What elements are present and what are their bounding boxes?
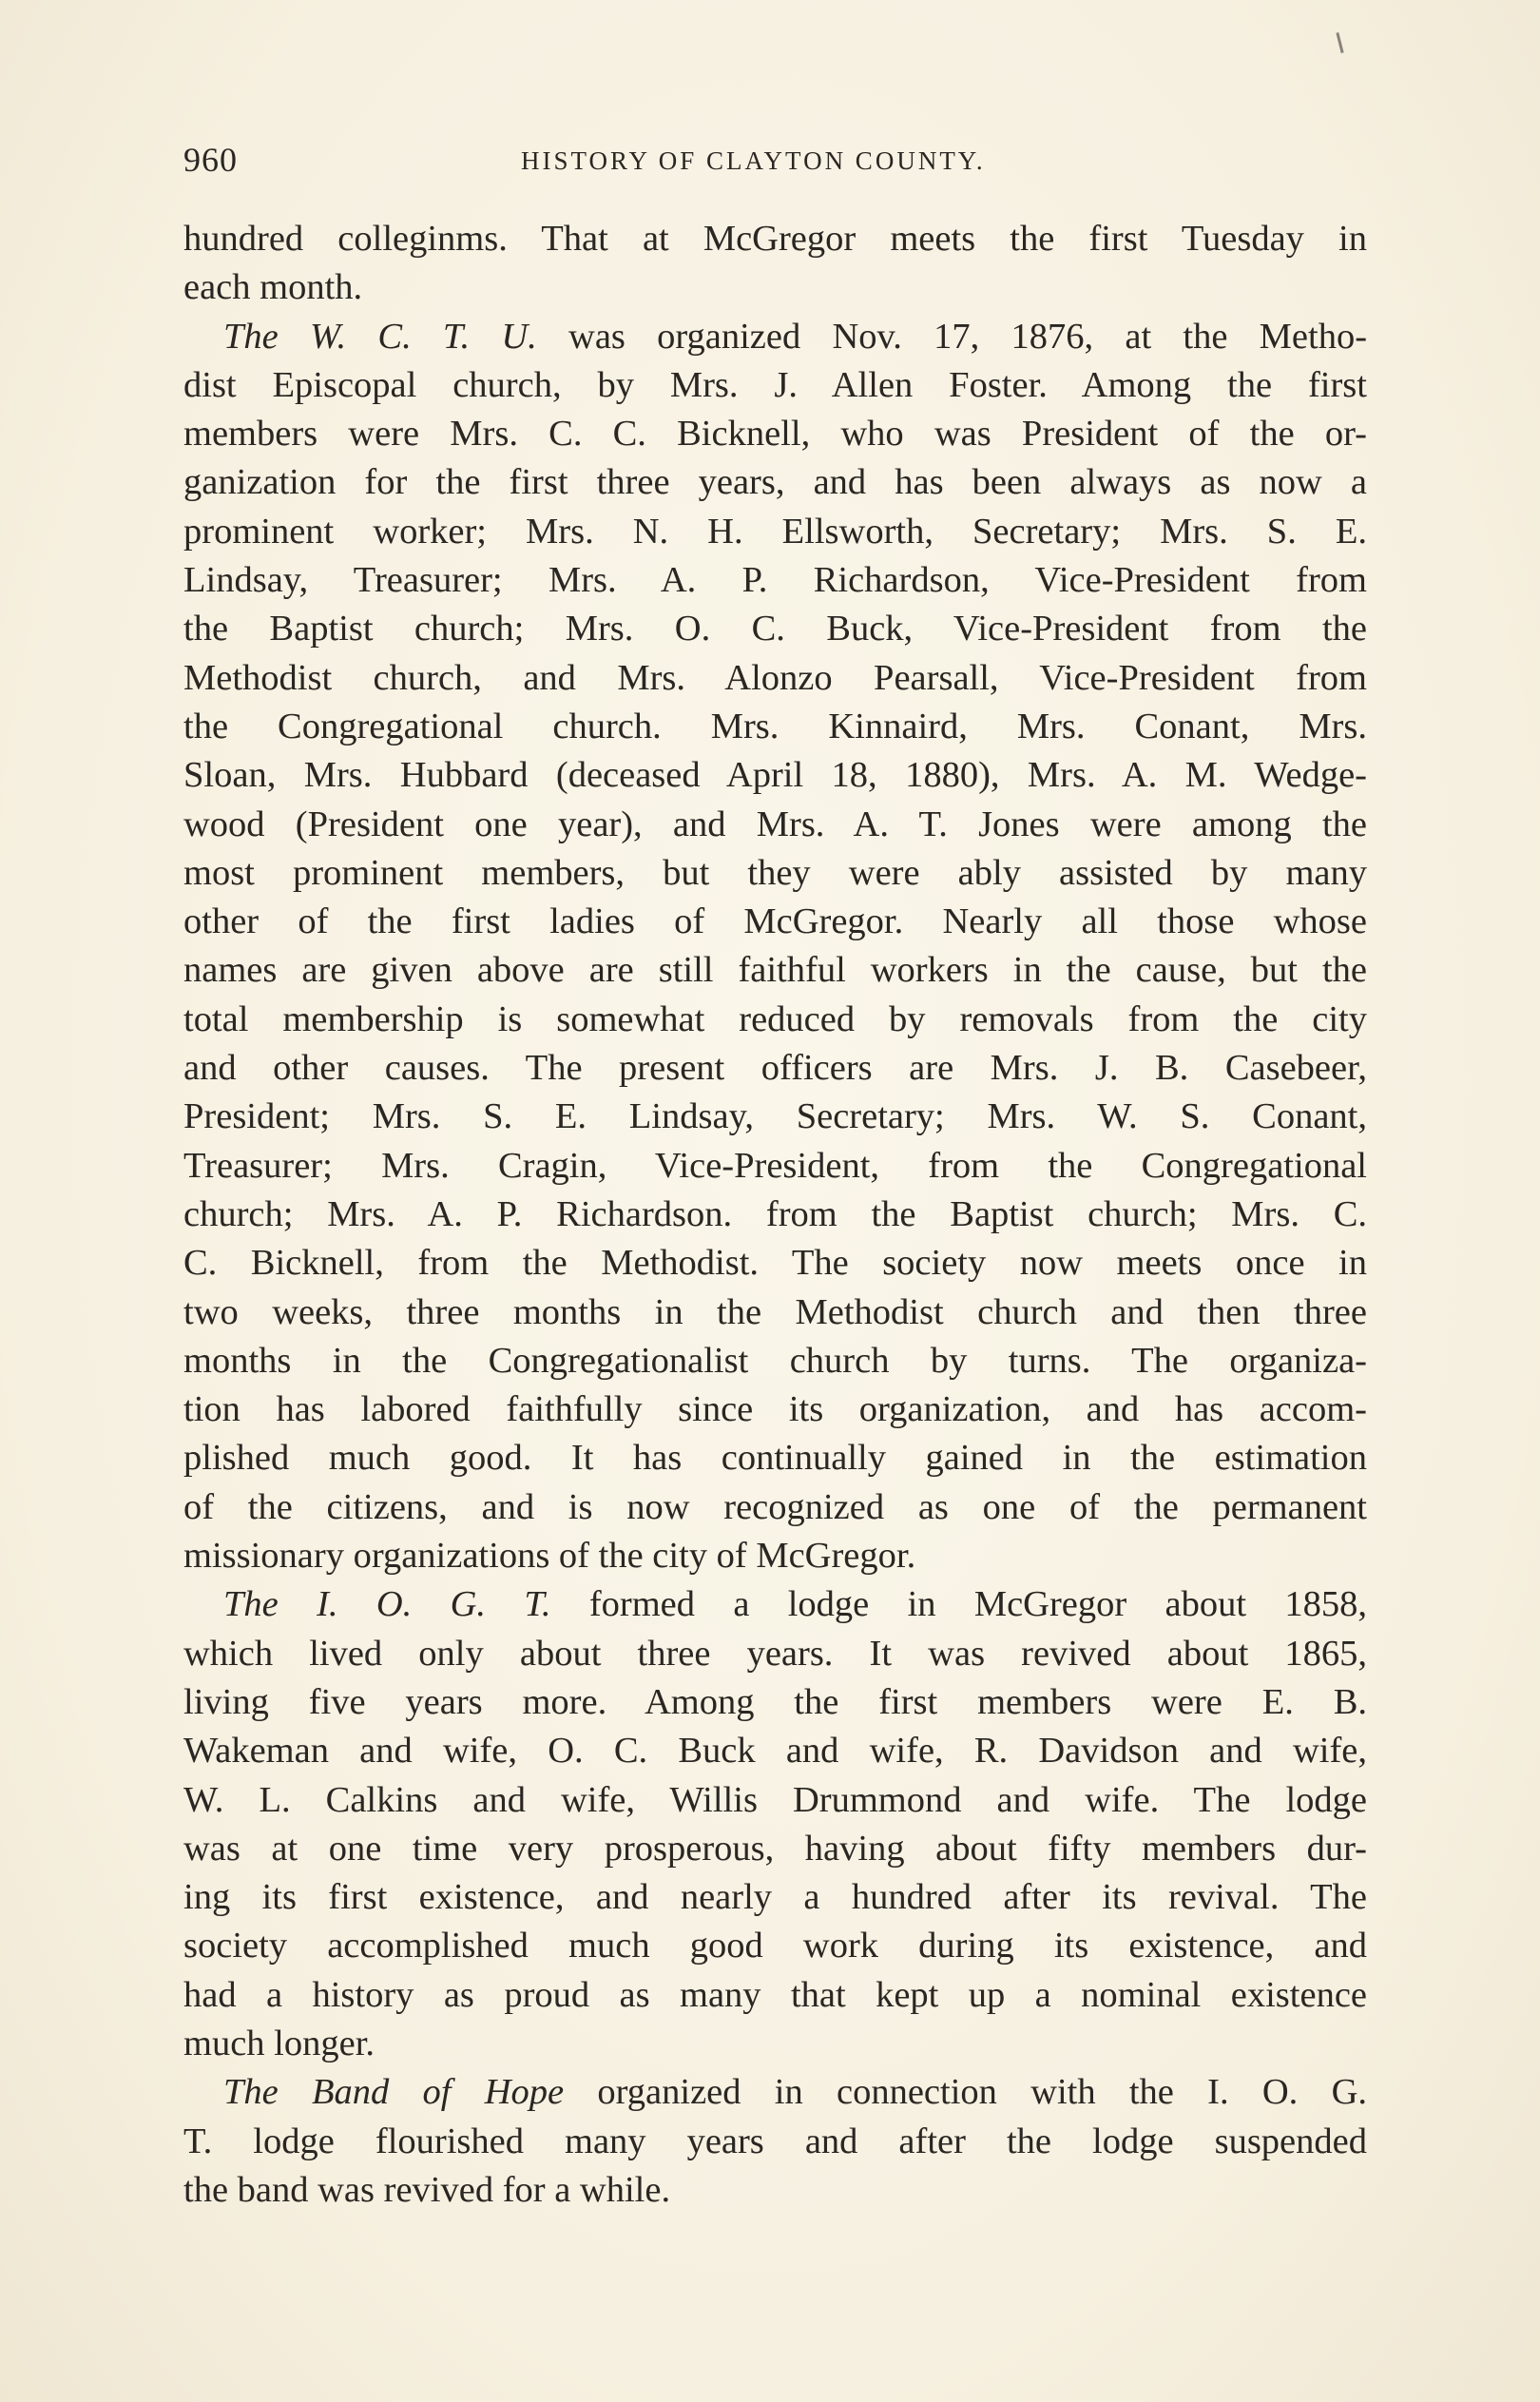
text-line: ing its first existence, and nearly a hundred after its revival. The — [183, 1877, 1367, 1918]
text-line: society accomplished much good work during its existence, and — [183, 1926, 1367, 1966]
text-line: which lived only about three years. It was revived about 1865, — [183, 1633, 1367, 1674]
text-line: of the citizens, and is now recognized as one of the permanent — [183, 1486, 1367, 1527]
page-number: 960 — [183, 141, 238, 179]
text-line: wood (President one year), and Mrs. A. T. Jones were among the — [183, 804, 1367, 844]
body-text — [183, 215, 1367, 2215]
text-line: each month. — [183, 267, 363, 308]
text-line: had a history as proud as many that kept up a nominal existence — [183, 1974, 1367, 2015]
text-line: President; Mrs. S. E. Lindsay, Secretary; Mrs. W. S. Conant, — [183, 1096, 1367, 1137]
text-line: months in the Congregationalist church by turns. The organiza- — [183, 1340, 1367, 1381]
text-line: ganization for the first three years, and has been always as now a — [183, 462, 1367, 503]
text-line: Treasurer; Mrs. Cragin, Vice-President, from the Congregational — [183, 1145, 1367, 1186]
text-line: the band was revived for a while. — [183, 2169, 671, 2210]
text-line: missionary organizations of the city of McGregor. — [183, 1536, 916, 1577]
italic-heading: The I. O. G. T. — [223, 1584, 551, 1625]
text-line: church; Mrs. A. P. Richardson. from the Baptist church; Mrs. C. — [183, 1193, 1367, 1234]
italic-heading: The W. C. T. U. — [223, 316, 537, 357]
running-head: HISTORY OF CLAYTON COUNTY. — [521, 146, 986, 175]
line-text: was organized Nov. 17, 1876, at the Metho- — [536, 316, 1368, 357]
text-line: other of the first ladies of McGregor. Nearly all those whose — [183, 901, 1367, 942]
text-line: W. L. Calkins and wife, Willis Drummond and wife. The lodge — [183, 1779, 1367, 1820]
text-line: dist Episcopal church, by Mrs. J. Allen Foster. Among the first — [183, 364, 1367, 405]
stray-ink-mark — [1336, 32, 1343, 53]
text-line: much longer. — [183, 2023, 375, 2063]
text-line: members were Mrs. C. C. Bicknell, who was President of the or- — [183, 414, 1367, 455]
text-line: total membership is somewhat reduced by removals from the city — [183, 998, 1367, 1039]
text-line: two weeks, three months in the Methodist church and then three — [183, 1291, 1367, 1332]
line-text: formed a lodge in McGregor about 1858, — [550, 1584, 1368, 1625]
text-line: was at one time very prosperous, having about fifty members dur- — [183, 1828, 1367, 1869]
text-line: living five years more. Among the first members were E. B. — [183, 1681, 1367, 1722]
page-header — [183, 141, 1367, 179]
text-line: Wakeman and wife, O. C. Buck and wife, R. Davidson and wife, — [183, 1731, 1367, 1772]
text-line: names are given above are still faithful workers in the cause, but the — [183, 950, 1367, 991]
text-line: the Baptist church; Mrs. O. C. Buck, Vice-President from the — [183, 609, 1367, 649]
italic-heading: The Band of Hope — [223, 2072, 565, 2113]
line-text: organized in connection with the I. O. G. — [564, 2072, 1367, 2113]
text-line: hundred colleginms. That at McGregor meets the first Tuesday in — [183, 219, 1367, 259]
text-line: Lindsay, Treasurer; Mrs. A. P. Richardson, Vice-President from — [183, 560, 1367, 601]
text-line: the Congregational church. Mrs. Kinnaird, Mrs. Conant, Mrs. — [183, 706, 1367, 746]
text-line — [183, 313, 1367, 361]
text-line: tion has labored faithfully since its organization, and has accom- — [183, 1389, 1367, 1430]
text-line: plished much good. It has continually gained in the estimation — [183, 1438, 1367, 1479]
text-line: C. Bicknell, from the Methodist. The society now meets once in — [183, 1243, 1367, 1284]
text-line — [183, 2068, 1367, 2117]
text-line: Sloan, Mrs. Hubbard (deceased April 18, 1880), Mrs. A. M. Wedge- — [183, 755, 1367, 796]
text-line: prominent worker; Mrs. N. H. Ellsworth, Secretary; Mrs. S. E. — [183, 511, 1367, 552]
text-line: Methodist church, and Mrs. Alonzo Pearsall, Vice-President from — [183, 657, 1367, 698]
text-line: most prominent members, but they were ably assisted by many — [183, 852, 1367, 893]
text-line — [183, 1580, 1367, 1629]
text-line: T. lodge flourished many years and after the lodge suspended — [183, 2121, 1367, 2161]
text-line: and other causes. The present officers are Mrs. J. B. Casebeer, — [183, 1048, 1367, 1089]
